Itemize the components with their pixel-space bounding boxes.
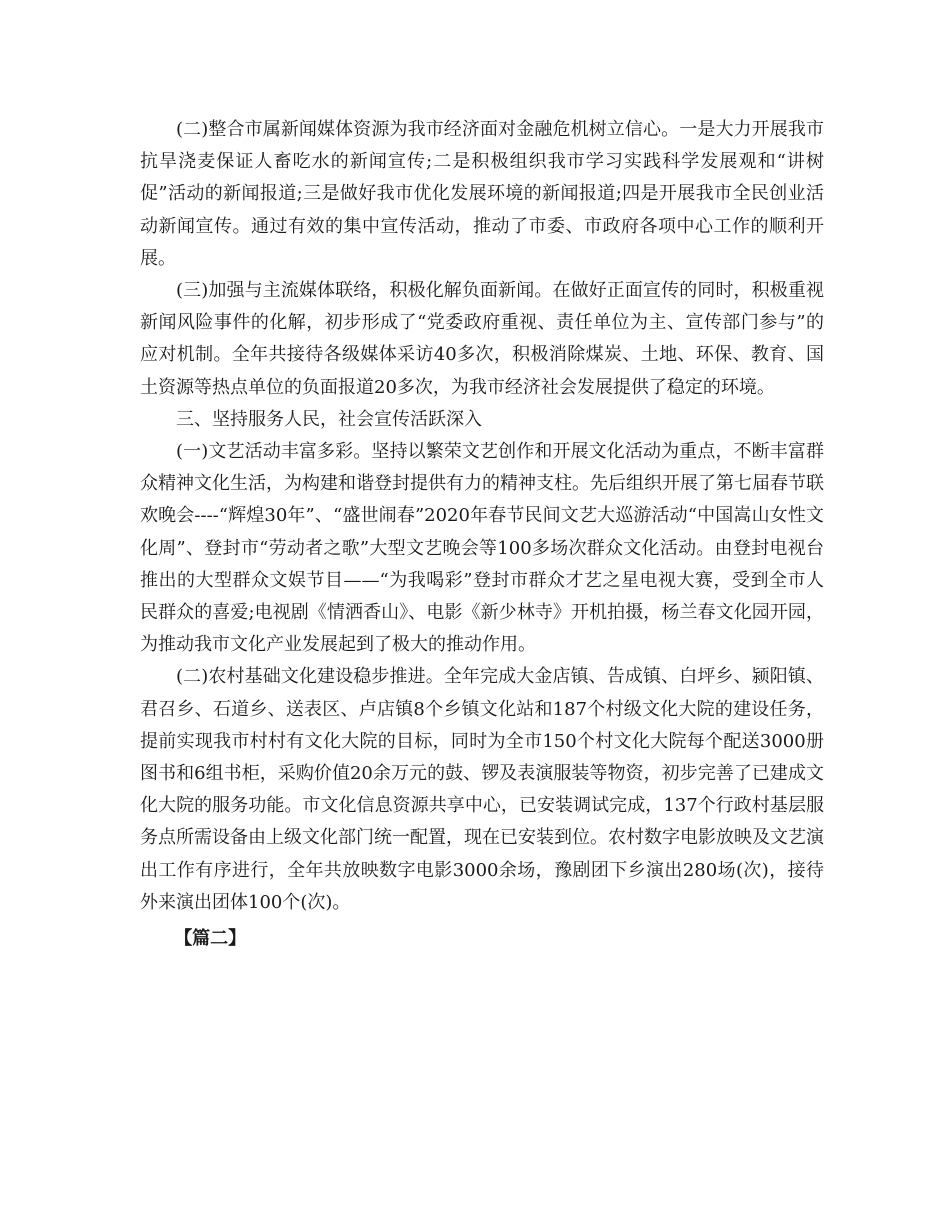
- paragraph-media-liaison: (三)加强与主流媒体联络，积极化解负面新闻。在做好正面宣传的同时，积极重视新闻风险事件的化解，初步形成了“党委政府重视、责任单位为主、宣传部门参与”的应对机制。全年共接待各级媒体采访40多次，积极消除煤炭、土地、环保、教育、国土资源等热点单位的负面报道20多次，为我市经济社会发展提供了稳定的环境。: [140, 280, 824, 398]
- paragraph-media-integration: (二)整合市属新闻媒体资源为我市经济面对金融危机树立信心。一是大力开展我市抗旱浇麦保证人畜吃水的新闻宣传;二是积极组织我市学习实践科学发展观和“讲树促”活动的新闻报道;三是做好我市优化发展环境的新闻报道;四是开展我市全民创业活动新闻宣传。通过有效的集中宣传活动，推动了市委、市政府各项中心工作的顺利开展。: [140, 119, 824, 269]
- document-page: [140, 114, 824, 955]
- section-title: 三、坚持服务人民，社会宣传活跃深入: [176, 408, 482, 430]
- paragraph-rural-culture: (二)农村基础文化建设稳步推进。全年完成大金店镇、告成镇、白坪乡、颍阳镇、君召乡、石道乡、送表区、卢店镇8个乡镇文化站和187个村级文化大院的建设任务，提前实现我市村村有文化大院的目标，同时为全市150个村文化大院每个配送3000册图书和6组书柜，采购价值20余万元的鼓、锣及表演服装等物资，初步完善了已建成文化大院的服务功能。市文化信息资源共享中心，已安装调试完成，137个行政村基层服务点所需设备由上级文化部门统一配置，现在已安装到位。农村数字电影放映及文艺演出工作有序进行，全年共放映数字电影3000余场，豫剧团下乡演出280场(次)，接待外来演出团体100个(次)。: [140, 666, 824, 913]
- paragraph-cultural-activities: (一)文艺活动丰富多彩。坚持以繁荣文艺创作和开展文化活动为重点，不断丰富群众精神文化生活，为构建和谐登封提供有力的精神支柱。先后组织开展了第七届春节联欢晚会----“辉煌30年”、“盛世闹春”2020年春节民间文艺大巡游活动“中国嵩山女性文化周”、登封市“劳动者之歌”大型文艺晚会等100多场次群众文化活动。由登封电视台推出的大型群众文娱节目——“为我喝彩”登封市群众才艺之星电视大赛，受到全市人民群众的喜爱;电视剧《情洒香山》、电影《新少林寺》开机拍摄，杨兰春文化园开园，为推动我市文化产业发展起到了极大的推动作用。: [140, 441, 824, 656]
- part-label: 【篇二】: [174, 928, 247, 950]
